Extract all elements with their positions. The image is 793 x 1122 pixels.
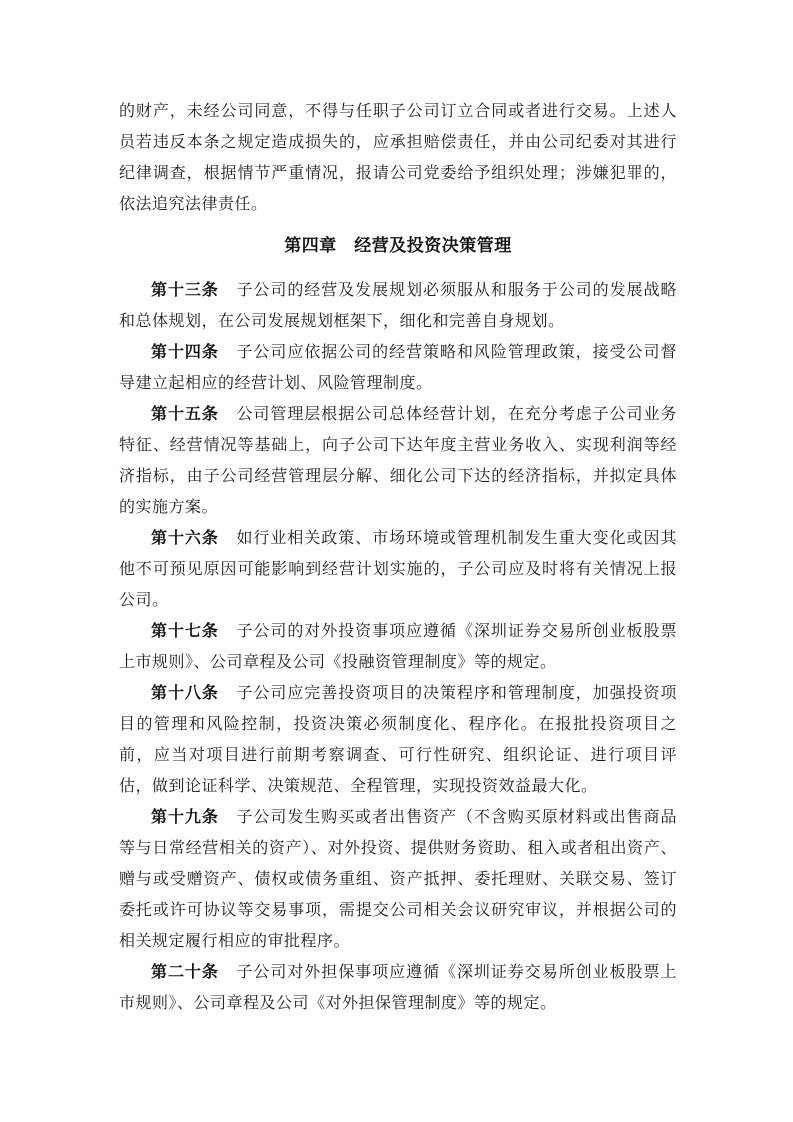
article-paragraph-18 <box>119 678 677 802</box>
article-number: 第十八条 <box>151 685 219 702</box>
article-number: 第十九条 <box>151 809 219 826</box>
article-number: 第十五条 <box>151 406 219 423</box>
article-number: 第十四条 <box>151 344 219 361</box>
article-paragraph-13 <box>119 275 677 337</box>
article-paragraph-19 <box>119 802 677 957</box>
article-paragraph-20 <box>119 957 677 1019</box>
article-number: 第十三条 <box>151 282 219 299</box>
article-paragraph-15 <box>119 399 677 523</box>
chapter-heading: 第四章 经营及投资决策管理 <box>284 236 512 255</box>
article-text: 子公司应完善投资项目的决策程序和管理制度，加强投资项目的管理和风险控制，投资决策必须制度化、程序化。在报批投资项目之前，应当对项目进行前期考察调查、可行性研究、组织论证、进行项目评估，做到论证科学、决策规范、全程管理，实现投资效益最大化。 <box>119 685 677 795</box>
article-text: 公司管理层根据公司总体经营计划，在充分考虑子公司业务特征、经营情况等基础上，向子公司下达年度主营业务收入、实现利润等经济指标，由子公司经营管理层分解、细化公司下达的经济指标，并拟定具体的实施方案。 <box>119 406 677 516</box>
article-paragraph-14 <box>119 337 677 399</box>
article-text: 子公司发生购买或者出售资产（不含购买原材料或出售商品等与日常经营相关的资产）、对外投资、提供财务资助、租入或者租出资产、赠与或受赠资产、债权或债务重组、资产抵押、委托理财、关联交易、签订委托或许可协议等交易事项，需提交公司相关会议研究审议，并根据公司的相关规定履行相应的审批程序。 <box>119 809 677 950</box>
article-paragraph-16 <box>119 523 677 616</box>
article-text: 子公司应依据公司的经营策略和风险管理政策，接受公司督导建立起相应的经营计划、风险管理制度。 <box>119 344 677 392</box>
article-number: 第十六条 <box>151 530 219 547</box>
article-text: 如行业相关政策、市场环境或管理机制发生重大变化或因其他不可预见原因可能影响到经营计划实施的，子公司应及时将有关情况上报公司。 <box>119 530 677 609</box>
article-number: 第十七条 <box>151 623 219 640</box>
article-text: 子公司的对外投资事项应遵循《深圳证券交易所创业板股票上市规则》、公司章程及公司《投融资管理制度》等的规定。 <box>119 623 677 671</box>
continuation-paragraph: 的财产，未经公司同意，不得与任职子公司订立合同或者进行交易。上述人员若违反本条之规定造成损失的，应承担赔偿责任，并由公司纪委对其进行纪律调查，根据情节严重情况，报请公司党委给予组织处理；涉嫌犯罪的，依法追究法律责任。 <box>119 103 677 213</box>
article-text: 子公司对外担保事项应遵循《深圳证券交易所创业板股票上市规则》、公司章程及公司《对外担保管理制度》等的规定。 <box>119 964 677 1012</box>
article-text: 子公司的经营及发展规划必须服从和服务于公司的发展战略和总体规划，在公司发展规划框架下，细化和完善自身规划。 <box>119 282 677 330</box>
article-paragraph-17 <box>119 616 677 678</box>
article-number: 第二十条 <box>151 964 219 981</box>
